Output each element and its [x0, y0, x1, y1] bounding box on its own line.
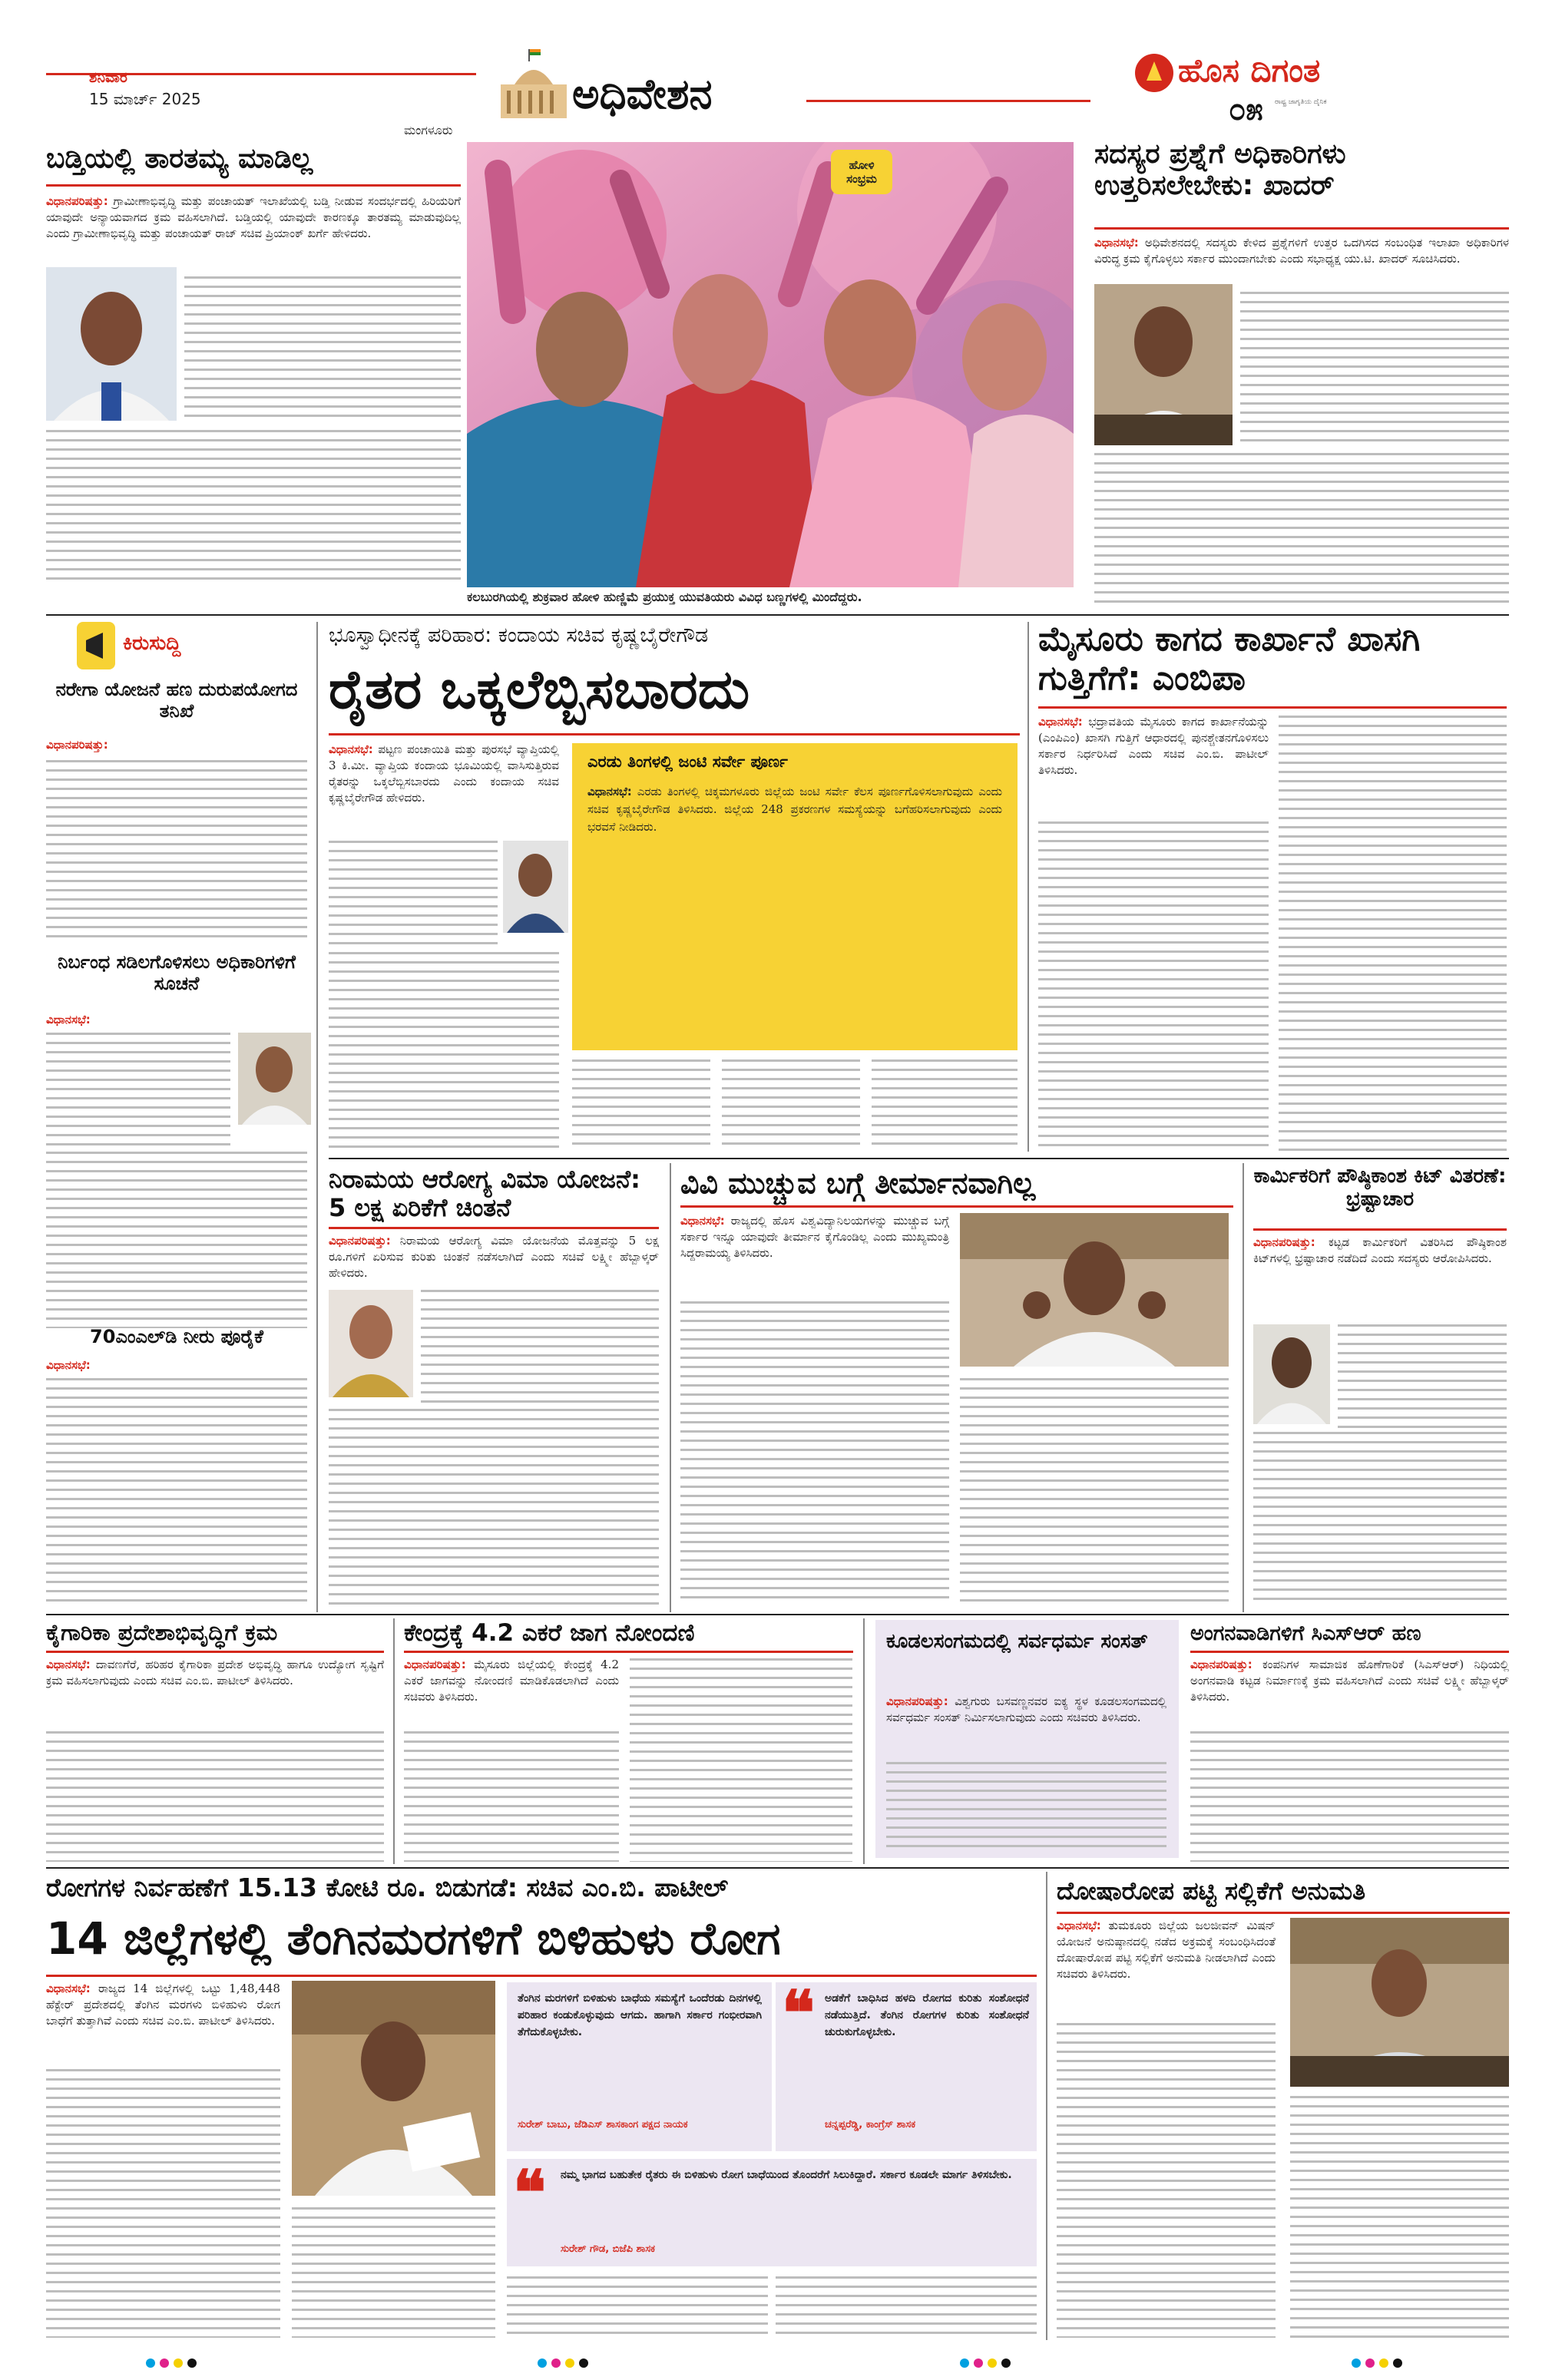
cyan-mark [146, 2359, 155, 2368]
story-body [1253, 1235, 1507, 1319]
cyan-mark [538, 2359, 547, 2368]
quote-attribution: ಚನ್ನಪ್ಪರೆಡ್ಡಿ, ಕಾಂಗ್ರೆಸ್ ಶಾಸಕ [825, 2119, 916, 2130]
megaphone-icon [77, 622, 115, 669]
dateline: ವಿಧಾನಸಭೆ: [1038, 715, 1083, 729]
quote-mark-icon: ❝ [513, 2157, 547, 2229]
highlight-box [572, 743, 1018, 1050]
holi-photo [467, 142, 1074, 587]
minister-photo [46, 267, 177, 421]
brand-logo [1129, 46, 1497, 107]
kirusuddi-logo [46, 622, 307, 669]
quote-text: ಅಡಕೆಗೆ ಬಾಧಿಸಿದ ಹಳದಿ ರೋಗದ ಕುರಿತು ಸಂಶೋಧನೆ ನಡೆಯುತ್ತಿದೆ. ತೆಂಗಿನ ರೋಗಗಳ ಕುರಿತು ಸಂಶೋಧನೆ ಚುರುಕುಗೊಳ್ಳಬೇಕು. [825, 1992, 1029, 2038]
quote-box [507, 1982, 772, 2151]
quote-attribution: ಸುರೇಶ್ ಬಾಬು, ಜೆಡಿಎಸ್ ಶಾಸಕಾಂಗ ಪಕ್ಷದ ನಾಯಕ [518, 2119, 688, 2130]
story-headline: ಅಂಗನವಾಡಿಗಳಿಗೆ ಸಿಎಸ್‌ಆರ್ ಹಣ [1190, 1621, 1421, 1645]
story-headline: ದೋಷಾರೋಪ ಪಟ್ಟಿ ಸಲ್ಲಿಕೆಗೆ ಅನುಮತಿ [1057, 1876, 1366, 1906]
holi-tag [831, 150, 892, 194]
quote-box [507, 2159, 1037, 2266]
story-body [46, 193, 461, 264]
vidhana-soudha-icon [491, 46, 576, 123]
quote-mark-icon: ❝ [782, 1977, 816, 2049]
rule [46, 1651, 384, 1653]
story-body [680, 1213, 949, 1297]
story-headline: ಕೇಂದ್ರಕ್ಕೆ 4.2 ಎಕರೆ ಜಾಗ ನೋಂದಣಿ [404, 1619, 695, 1647]
brief-body-text [46, 1152, 307, 1328]
cyan-mark [1352, 2359, 1361, 2368]
dateline: ವಿಧಾನಸಭೆ: [680, 1214, 725, 1228]
kirusuddi-label: ಕಿರುಸುದ್ದಿ [123, 632, 181, 655]
story-headline: ಕೂಡಲಸಂಗಮದಲ್ಲಿ ಸರ್ವಧರ್ಮ ಸಂಸತ್ [886, 1630, 1148, 1653]
quote-text: ನಮ್ಮ ಭಾಗದ ಬಹುತೇಕ ರೈತರು ಈ ಬಿಳಿಹುಳು ರೋಗ ಬಾಧೆಯಿಂದ ತೊಂದರೆಗೆ ಸಿಲುಕಿದ್ದಾರೆ. ಸರ್ಕಾರ ಕೂಡಲೇ ಮಾರ್ಗ ತಿಳಿಸಬೇಕು. [561, 2169, 1012, 2181]
story-headline: ವಿವಿ ಮುಚ್ಚುವ ಬಗ್ಗೆ ತೀರ್ಮಾನವಾಗಿಲ್ಲ [680, 1166, 1036, 1200]
story-lead: ಕಂಪನಿಗಳ ಸಾಮಾಜಿಕ ಹೊಣೆಗಾರಿಕೆ (ಸಿಎಸ್‌ಆರ್) ನಿಧಿಯಲ್ಲಿ ಅಂಗನವಾಡಿ ಕಟ್ಟಡ ನಿರ್ಮಾಣಕ್ಕೆ ಕ್ರಮ ವಹಿಸಲಾಗಿದೆ ಎಂದು ಸಚಿವೆ ಲಕ್ಷ್ಮೀ ಹೆಬ್ಬಾಳ್ಕರ್ ತಿಳಿಸಿದರು. [1190, 1658, 1509, 1704]
dateline: ವಿಧಾನಸಭೆ: [46, 1982, 91, 1995]
story-body-text [507, 2276, 768, 2338]
rule [404, 1651, 853, 1653]
section-title: ಅಧಿವೇಶನ [572, 70, 713, 118]
section-divider [46, 1867, 1509, 1869]
section-divider [46, 614, 1509, 616]
black-mark [187, 2359, 197, 2368]
brief-dateline [46, 1357, 307, 1373]
brief-headline: ನಿರ್ಬಂಧ ಸಡಿಲಗೊಳಿಸಲು ಅಧಿಕಾರಿಗಳಿಗೆ ಸೂಚನೆ [58, 951, 296, 994]
page-number: ೦೫ [1229, 92, 1263, 127]
black-mark [579, 2359, 588, 2368]
story-body-text [329, 952, 559, 1152]
story-body-text [872, 1059, 1018, 1152]
story-body [1094, 235, 1509, 284]
story-lead: ಕಟ್ಟಡ ಕಾರ್ಮಿಕರಿಗೆ ವಿತರಿಸಿದ ಪೌಷ್ಠಿಕಾಂಶ ಕಿಟ್‌ಗಳಲ್ಲಿ ಭ್ರಷ್ಟಾಚಾರ ನಡೆದಿದೆ ಎಂದು ಸದಸ್ಯರು ಆರೋಪಿಸಿದರು. [1253, 1235, 1507, 1265]
story-body-text [46, 1731, 384, 1862]
brief-headline: 70ಎಂಎಲ್‌ಡಿ ನೀರು ಪೂರೈಕೆ [90, 1326, 263, 1347]
yellow-mark [565, 2359, 574, 2368]
dateline: ವಿಧಾನಪರಿಷತ್ತು: [886, 1694, 948, 1708]
section-divider [46, 1614, 1509, 1615]
dateline: ವಿಧಾನಪರಿಷತ್ತು: [404, 1658, 466, 1671]
holi-tag-label: ಹೋಳಿ ಸಂಭ್ರಮ [846, 158, 877, 186]
box-title: ಎರಡು ತಿಂಗಳಲ್ಲಿ ಜಂಟಿ ಸರ್ವೇ ಪೂರ್ಣ [587, 752, 788, 771]
magenta-mark [551, 2359, 561, 2368]
story-body [1057, 1918, 1276, 2018]
rule [1253, 1228, 1507, 1231]
story-body [46, 1981, 280, 2065]
story-lead: ಪಟ್ಟಣ ಪಂಚಾಯಿತಿ ಮತ್ತು ಪುರಸಭೆ ವ್ಯಾಪ್ತಿಯಲ್ಲಿ 3 ಕಿ.ಮೀ. ವ್ಯಾಪ್ತಿಯ ಕಂದಾಯ ಭೂಮಿಯಲ್ಲಿ ವಾಸಿಸುತ್ತಿರುವ ರೈತರನ್ನು ಒಕ್ಕಲೆಬ್ಬಿಸಬಾರದು ಎಂದು ಕಂದಾಯ ಸಚಿವ ಕೃಷ್ಣಬೈರೇಗೌಡ ಹೇಳಿದರು. [329, 742, 559, 805]
masthead-right-bar [806, 100, 1090, 102]
speaker-photo [1094, 284, 1233, 445]
brief-headline: ನರೇಗಾ ಯೋಜನೆ ಹಣ ದುರುಪಯೋಗದ ತನಿಖೆ [55, 679, 298, 722]
dateline: ವಿಧಾನಸಭೆ: [329, 742, 373, 756]
brand-tagline: ರಾಷ್ಟ್ರ ಜಾಗೃತಿಯ ದೈನಿಕ [1275, 98, 1327, 106]
rule [1057, 1912, 1510, 1914]
mlc-photo [1253, 1324, 1330, 1424]
story-lead: ಅಧಿವೇಶನದಲ್ಲಿ ಸದಸ್ಯರು ಕೇಳಿದ ಪ್ರಶ್ನೆಗಳಿಗೆ ಉತ್ತರ ಒದಗಿಸದ ಸಂಬಂಧಿತ ಇಲಾಖಾ ಅಧಿಕಾರಿಗಳ ವಿರುದ್ಧ ಕ್ರಮ ಕೈಗೊಳ್ಳಲು ಸರ್ಕಾರ ಮುಂದಾಗಬೇಕು ಎಂದು ಸಭಾಧ್ಯಕ್ಷ ಯು.ಟಿ. ಖಾದರ್ ಸೂಚಿಸಿದರು. [1094, 236, 1509, 266]
story-lead: ಗ್ರಾಮೀಣಾಭಿವೃದ್ಧಿ ಮತ್ತು ಪಂಚಾಯತ್ ಇಲಾಖೆಯಲ್ಲಿ ಬಡ್ತಿ ನೀಡುವ ಸಂದರ್ಭದಲ್ಲಿ ಹಿರಿಯರಿಗೆ ಯಾವುದೇ ಅನ್ಯಾಯವಾಗದ ಕ್ರಮ ವಹಿಸಲಾಗಿದೆ. ಬಡ್ತಿಯಲ್ಲಿ ಯಾವುದೇ ಕಾರಣಕ್ಕೂ ತಾರತಮ್ಯ ಮಾಡುವುದಿಲ್ಲ ಎಂದು ಗ್ರಾಮೀಣಾಭಿವೃದ್ಧಿ ಮತ್ತು ಪಂಚಾಯತ್ ರಾಜ್ ಸಚಿವ ಪ್ರಿಯಾಂಕ್ ಖರ್ಗೆ ಹೇಳಿದರು. [46, 194, 461, 240]
story-body-text [329, 1409, 659, 1605]
story-body-text [680, 1301, 949, 1605]
story-body-text [292, 2207, 495, 2338]
story-lead: ಭದ್ರಾವತಿಯ ಮೈಸೂರು ಕಾಗದ ಕಾರ್ಖಾನೆಯನ್ನು (ಎಂಪಿಎಂ) ಖಾಸಗಿ ಗುತ್ತಿಗೆ ಆಧಾರದಲ್ಲಿ ಪುನಶ್ಚೇತನಗೊಳಿಸಲು ಸರ್ಕಾರ ನಿರ್ಧರಿಸಿದೆ ಎಂದು ಸಚಿವ ಎಂ.ಬಿ. ಪಾಟೀಲ್ ತಿಳಿಸಿದರು. [1038, 715, 1269, 777]
brand-name: ಹೊಸ ದಿಗಂತ [1178, 51, 1321, 89]
story-body [329, 1233, 659, 1287]
brief-dateline [46, 737, 307, 752]
masthead-day: ಶನಿವಾರ [89, 69, 127, 86]
story-body-text [572, 1059, 710, 1152]
dateline: ವಿಧಾನಪರಿಷತ್ತು: [46, 194, 108, 208]
column-divider [863, 1618, 865, 1864]
brief-body-text [46, 1378, 307, 1605]
photo-caption: ಕಲಬುರಗಿಯಲ್ಲಿ ಶುಕ್ರವಾರ ಹೋಳಿ ಹುಣ್ಣಿಮೆ ಪ್ರಯುಕ್ತ ಯುವತಿಯರು ವಿವಿಧ ಬಣ್ಣಗಳಲ್ಲಿ ಮಿಂದೆದ್ದರು. [467, 590, 862, 604]
column-divider [670, 1163, 671, 1612]
story-body-text [46, 2069, 280, 2338]
story-body-text [886, 1762, 1166, 1850]
story-headline: ಕಾರ್ಮಿಕರಿಗೆ ಪೌಷ್ಠಿಕಾಂಶ ಕಿಟ್ ವಿತರಣೆ: ಭ್ರಷ್ಟಾಚಾರ [1253, 1165, 1507, 1211]
story-body-text [1290, 2096, 1509, 2338]
yellow-mark [1379, 2359, 1388, 2368]
story-body-text [329, 841, 498, 948]
story-headline: ಮೈಸೂರು ಕಾಗದ ಕಾರ್ಖಾನೆ ಖಾಸಗಿ ಗುತ್ತಿಗೆಗೆ: ಎಂಬಿಪಾ [1038, 620, 1421, 698]
cm-photo [960, 1213, 1229, 1367]
story-body-text [722, 1059, 860, 1152]
story-headline: ರೈತರ ಒಕ್ಕಲೆಬ್ಬಿಸಬಾರದು [329, 658, 750, 721]
box-text: ಎರಡು ತಿಂಗಳಲ್ಲಿ ಚಿಕ್ಕಮಗಳೂರು ಜಿಲ್ಲೆಯ ಜಂಟಿ ಸರ್ವೇ ಕೆಲಸ ಪೂರ್ಣಗೊಳಿಸಲಾಗುವುದು ಎಂದು ಸಚಿವ ಕೃಷ್ಣಬೈರೇಗೌಡ ತಿಳಿಸಿದರು. ಜಿಲ್ಲೆಯ 248 ಪ್ರಕರಣಗಳ ಸಮಸ್ಯೆಯನ್ನು ಬಗೆಹರಿಸಲಾಗುವುದು ಎಂದು ಭರವಸೆ ನೀಡಿದರು. [587, 785, 1002, 834]
story-body-text [1190, 1731, 1509, 1862]
magenta-mark [974, 2359, 983, 2368]
story-body-text [776, 2276, 1037, 2338]
rule [329, 1227, 659, 1229]
story-body [1038, 714, 1269, 814]
quote-text: ತೆಂಗಿನ ಮರಗಳಿಗೆ ಬಿಳಿಹುಳು ಬಾಧೆಯ ಸಮಸ್ಯೆಗೆ ಒಂದೆರಡು ದಿನಗಳಲ್ಲಿ ಪರಿಹಾರ ಕಂಡುಕೊಳ್ಳುವುದು ಆಗದು. ಹಾಗಾಗಿ ಸರ್ಕಾರ ಗಂಭೀರವಾಗಿ ತೆಗೆದುಕೊಳ್ಳಬೇಕು. [518, 1992, 762, 2038]
magenta-mark [1365, 2359, 1375, 2368]
cyan-mark [960, 2359, 969, 2368]
brief-body-text [46, 760, 307, 944]
story-kicker: ರೋಗಗಳ ನಿರ್ವಹಣೆಗೆ 15.13 ಕೋಟಿ ರೂ. ಬಿಡುಗಡೆ: ಸಚಿವ ಎಂ.ಬಿ. ಪಾಟೀಲ್ [46, 1873, 729, 1902]
masthead-city: ಮಂಗಳೂರು [404, 123, 453, 137]
story-body [886, 1694, 1166, 1755]
story-headline: ಬಡ್ತಿಯಲ್ಲಿ ತಾರತಮ್ಯ ಮಾಡಿಲ್ಲ [46, 143, 313, 174]
dateline: ವಿಧಾನಪರಿಷತ್ತು: [1190, 1658, 1252, 1671]
story-headline: ಸದಸ್ಯರ ಪ್ರಶ್ನೆಗೆ ಅಧಿಕಾರಿಗಳು ಉತ್ತರಿಸಲೇಬೇಕು: ಖಾದರ್ [1094, 138, 1346, 202]
dateline: ವಿಧಾನಪರಿಷತ್ತು: [1253, 1235, 1315, 1249]
story-headline: 14 ಜಿಲ್ಲೆಗಳಲ್ಲಿ ತೆಂಗಿನಮರಗಳಿಗೆ ಬಿಳಿಹುಳು ರೋಗ [46, 1912, 781, 1965]
story-lead: ರಾಜ್ಯದ 14 ಜಿಲ್ಲೆಗಳಲ್ಲಿ ಒಟ್ಟು 1,48,448 ಹೆಕ್ಟೇರ್ ಪ್ರದೇಶದಲ್ಲಿ ತೆಂಗಿನ ಮರಗಳು ಬಿಳಿಹುಳು ರೋಗ ಬಾಧೆಗೆ ತುತ್ತಾಗಿವೆ ಎಂದು ಸಚಿವ ಎಂ.ಬಿ. ಪಾಟೀಲ್ ತಿಳಿಸಿದರು. [46, 1982, 280, 2028]
brief-dateline [46, 1012, 307, 1027]
column-divider [1027, 622, 1029, 1152]
rule [1038, 706, 1507, 709]
magenta-mark [160, 2359, 169, 2368]
story-headline: ನಿರಾಮಯ ಆರೋಗ್ಯ ವಿಮಾ ಯೋಜನೆ: 5 ಲಕ್ಷ ಏರಿಕೆಗೆ ಚಿಂತನೆ [329, 1165, 640, 1222]
story-lead: ವಿಶ್ವಗುರು ಬಸವಣ್ಣನವರ ಐಕ್ಯ ಸ್ಥಳ ಕೂಡಲಸಂಗಮದಲ್ಲಿ ಸರ್ವಧರ್ಮ ಸಂಸತ್ ನಿರ್ಮಿಸಲಾಗುವುದು ಎಂದು ಸಚಿವರು ತಿಳಿಸಿದರು. [886, 1694, 1166, 1724]
rule [680, 1205, 1233, 1208]
story-body-text [1057, 2023, 1276, 2338]
quote-attribution: ಸುರೇಶ್ ಗೌಡ, ಬಿಜೆಪಿ ಶಾಸಕ [561, 2243, 655, 2255]
story-kicker: ಭೂಸ್ವಾಧೀನಕ್ಕೆ ಪರಿಹಾರ: ಕಂದಾಯ ಸಚಿವ ಕೃಷ್ಣಬೈರೇಗೌಡ [329, 623, 709, 647]
black-mark [1001, 2359, 1011, 2368]
rule [46, 1975, 1037, 1977]
story-body-text [1038, 821, 1269, 1152]
black-mark [1393, 2359, 1402, 2368]
story-body-text [1338, 1324, 1507, 1428]
dateline: ವಿಧಾನಸಭೆ: [46, 1013, 91, 1026]
yellow-mark [988, 2359, 997, 2368]
rule [1190, 1651, 1509, 1653]
mla-photo [238, 1033, 311, 1125]
masthead-date: 15 ಮಾರ್ಚ್ 2025 [89, 90, 201, 108]
story-lead: ತುಮಕೂರು ಜಿಲ್ಲೆಯ ಜಲಜೀವನ್ ಮಿಷನ್ ಯೋಜನೆ ಅನುಷ್ಠಾನದಲ್ಲಿ ನಡೆದ ಅಕ್ರಮಕ್ಕೆ ಸಂಬಂಧಿಸಿದಂತೆ ದೋಷಾರೋಪ ಪಟ್ಟಿ ಸಲ್ಲಿಕೆಗೆ ಅನುಮತಿ ನೀಡಲಾಗಿದೆ ಎಂದು ಸಚಿವರು ತಿಳಿಸಿದರು. [1057, 1919, 1276, 1981]
story-body [1190, 1657, 1509, 1726]
story-lead: ಮೈಸೂರು ಜಿಲ್ಲೆಯಲ್ಲಿ ಕೇಂದ್ರಕ್ಕೆ 4.2 ಎಕರೆ ಜಾಗವನ್ನು ನೋಂದಣಿ ಮಾಡಿಕೊಡಲಾಗಿದೆ ಎಂದು ಸಚಿವರು ತಿಳಿಸಿದರು. [404, 1658, 619, 1704]
yellow-mark [174, 2359, 183, 2368]
story-body-text [1240, 292, 1509, 445]
story-body-text [46, 430, 461, 583]
story-body-text [960, 1378, 1229, 1605]
dateline: ವಿಧಾನಸಭೆ: [1094, 236, 1139, 250]
story-body-text [421, 1290, 659, 1405]
story-body [404, 1657, 619, 1726]
dateline: ವಿಧಾನಪರಿಷತ್ತು: [46, 738, 108, 752]
rule [46, 184, 461, 187]
brand-emblem-icon [1135, 54, 1173, 92]
box-dateline: ವಿಧಾನಸಭೆ: [587, 785, 632, 798]
story-body-text [630, 1658, 852, 1862]
story-body-text [184, 276, 461, 422]
rule [329, 733, 1020, 735]
brief-body-text [46, 1033, 230, 1148]
registration-marks [0, 2349, 1542, 2380]
minister-photo [1290, 1918, 1509, 2087]
story-lead: ದಾವಣಗೆರೆ, ಹರಿಹರ ಕೈಗಾರಿಕಾ ಪ್ರದೇಶ ಅಭಿವೃದ್ಧಿ ಹಾಗೂ ಉದ್ಯೋಗ ಸೃಷ್ಟಿಗೆ ಕ್ರಮ ವಹಿಸಲಾಗುವುದು ಎಂದು ಸಚಿವ ಎಂ.ಬಿ. ಪಾಟೀಲ್ ತಿಳಿಸಿದರು. [46, 1658, 384, 1687]
minister-photo [503, 841, 568, 933]
section-divider [329, 1158, 1509, 1159]
box-body [587, 783, 1002, 1044]
story-body-text [1253, 1432, 1507, 1605]
story-lead: ನಿರಾಮಯ ಆರೋಗ್ಯ ವಿಮಾ ಯೋಜನೆಯ ಮೊತ್ತವನ್ನು 5 ಲಕ್ಷ ರೂ.ಗಳಿಗೆ ಏರಿಸುವ ಕುರಿತು ಚಿಂತನೆ ನಡೆಸಲಾಗಿದೆ ಎಂದು ಸಚಿವೆ ಲಕ್ಷ್ಮೀ ಹೆಬ್ಬಾಳ್ಕರ್ ಹೇಳಿದರು. [329, 1234, 659, 1280]
column-divider [393, 1618, 395, 1864]
sarvadharma-box [875, 1620, 1179, 1858]
rule [1094, 227, 1509, 230]
minister-photo [292, 1981, 495, 2196]
column-divider [1046, 1872, 1047, 2340]
story-body [329, 742, 559, 834]
dateline: ವಿಧಾನಸಭೆ: [46, 1358, 91, 1372]
column-divider [1243, 1163, 1244, 1612]
story-lead: ರಾಜ್ಯದಲ್ಲಿ ಹೊಸ ವಿಶ್ವವಿದ್ಯಾನಿಲಯಗಳನ್ನು ಮುಚ್ಚುವ ಬಗ್ಗೆ ಸರ್ಕಾರ ಇನ್ನೂ ಯಾವುದೇ ತೀರ್ಮಾನ ಕೈಗೊಂಡಿಲ್ಲ ಎಂದು ಮುಖ್ಯಮಂತ್ರಿ ಸಿದ್ದರಾಮಯ್ಯ ತಿಳಿಸಿದರು. [680, 1214, 949, 1260]
dateline: ವಿಧಾನಸಭೆ: [1057, 1919, 1101, 1932]
dateline: ವಿಧಾನಸಭೆ: [46, 1658, 91, 1671]
quote-box [776, 1977, 1037, 2151]
column-divider [316, 622, 318, 1612]
story-body-text [1279, 716, 1507, 1152]
story-body [46, 1657, 384, 1726]
minister-photo [329, 1290, 413, 1397]
story-body-text [1094, 453, 1509, 607]
dateline: ವಿಧಾನಪರಿಷತ್ತು: [329, 1234, 391, 1248]
masthead [0, 0, 1542, 137]
story-body-text [404, 1731, 619, 1862]
story-headline: ಕೈಗಾರಿಕಾ ಪ್ರದೇಶಾಭಿವೃದ್ಧಿಗೆ ಕ್ರಮ [46, 1619, 278, 1645]
